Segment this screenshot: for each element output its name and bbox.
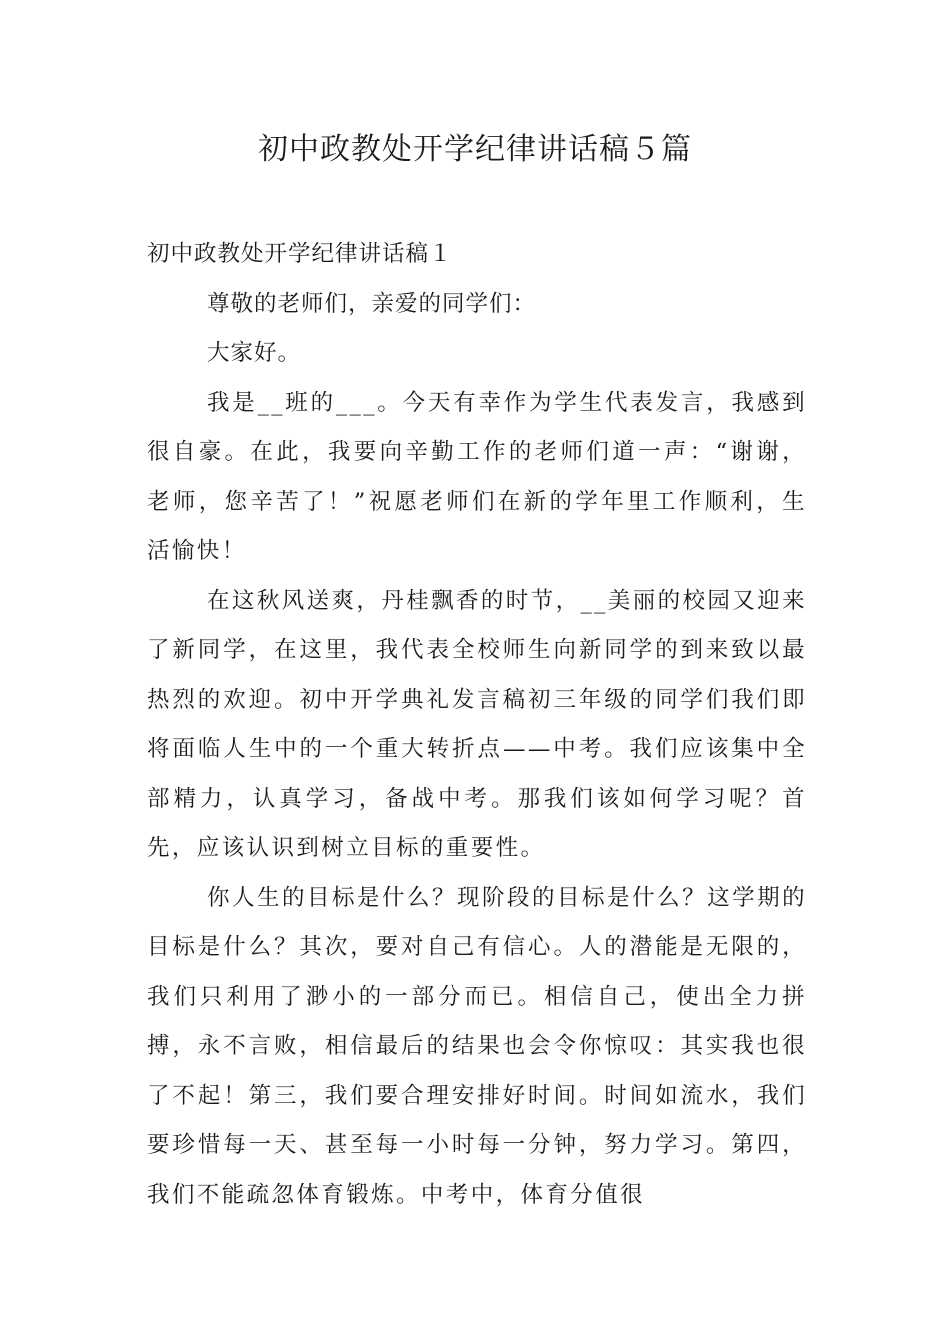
greeting-paragraph: 尊敬的老师们，亲爱的同学们：	[207, 290, 537, 317]
body-paragraph: 你人生的目标是什么？现阶段的目标是什么？这学期的目标是什么？其次，要对自己有信心。人的潜能是无限的，我们只利用了渺小的一部分而已。相信自己，使出全力拼搏，永不言败，相信最后的结果也会令你惊叹：其实我也很了不起！第三，我们要合理安排好时间。时间如流水，我们要珍惜每一天、甚至每一小时每一分钟，努力学习。第四，我们不能疏忽体育锻炼。中考中，体育分值很	[147, 884, 807, 1208]
document-body	[147, 230, 807, 1220]
body-paragraph: 我是__班的___。今天有幸作为学生代表发言，我感到很自豪。在此，我要向辛勤工作的老师们道一声：“谢谢，老师，您辛苦了！”祝愿老师们在新的学年里工作顺利，生活愉快！	[147, 389, 807, 564]
body-paragraph: 在这秋风送爽，丹桂飘香的时节，__美丽的校园又迎来了新同学，在这里，我代表全校师生向新同学的到来致以最热烈的欢迎。初中开学典礼发言稿初三年级的同学们我们即将面临人生中的一个重大转折点——中考。我们应该集中全部精力，认真学习，备战中考。那我们该如何学习呢？首先，应该认识到树立目标的重要性。	[147, 587, 808, 861]
hello-paragraph: 大家好。	[207, 340, 302, 366]
document-title: 初中政教处开学纪律讲话稿５篇	[258, 132, 692, 167]
section-heading: 初中政教处开学纪律讲话稿１	[147, 241, 453, 267]
